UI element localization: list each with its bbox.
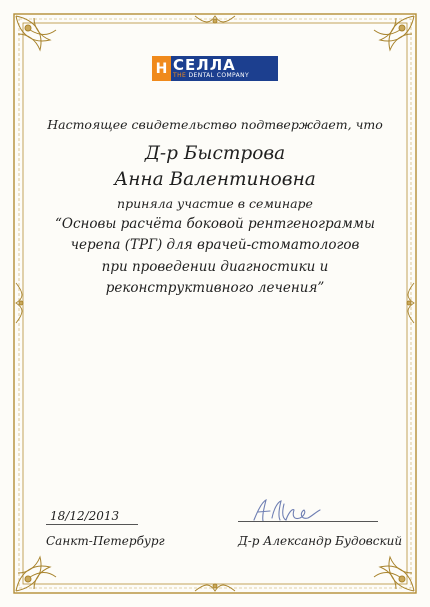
seminar-title-line: “Основы расчёта боковой рентгенограммы — [54, 216, 376, 232]
corner-ornament-bl — [16, 557, 56, 591]
participation-text: приняла участие в семинаре — [117, 196, 313, 211]
logo-brand-name: СЕЛЛА — [173, 56, 236, 74]
signature-line — [238, 521, 378, 522]
intro-text: Настоящее свидетельство подтверждает, что — [47, 117, 383, 132]
edge-ornament-top — [195, 16, 235, 23]
recipient-surname: Д-р Быстрова — [144, 143, 286, 164]
company-logo — [152, 56, 278, 81]
corner-ornament-tl — [16, 16, 56, 50]
signer-name: Д-р Александр Будовский — [238, 534, 403, 548]
issue-city: Санкт-Петербург — [46, 534, 165, 548]
issue-date: 18/12/2013 — [50, 509, 120, 523]
corner-ornament-br — [374, 557, 414, 591]
seminar-title-line: реконструктивного лечения” — [105, 280, 325, 296]
corner-ornament-tr — [374, 16, 414, 50]
edge-ornament-bottom — [195, 584, 235, 591]
seminar-title-line: черепа (ТРГ) для врачей-стоматологов — [70, 237, 360, 253]
logo-mark: Н — [152, 56, 171, 81]
date-underline — [46, 524, 138, 525]
seminar-title-line: при проведении диагностики и — [101, 259, 329, 275]
recipient-given-names: Анна Валентиновна — [114, 169, 316, 190]
logo-tagline: THE DENTAL COMPANY — [173, 72, 250, 79]
